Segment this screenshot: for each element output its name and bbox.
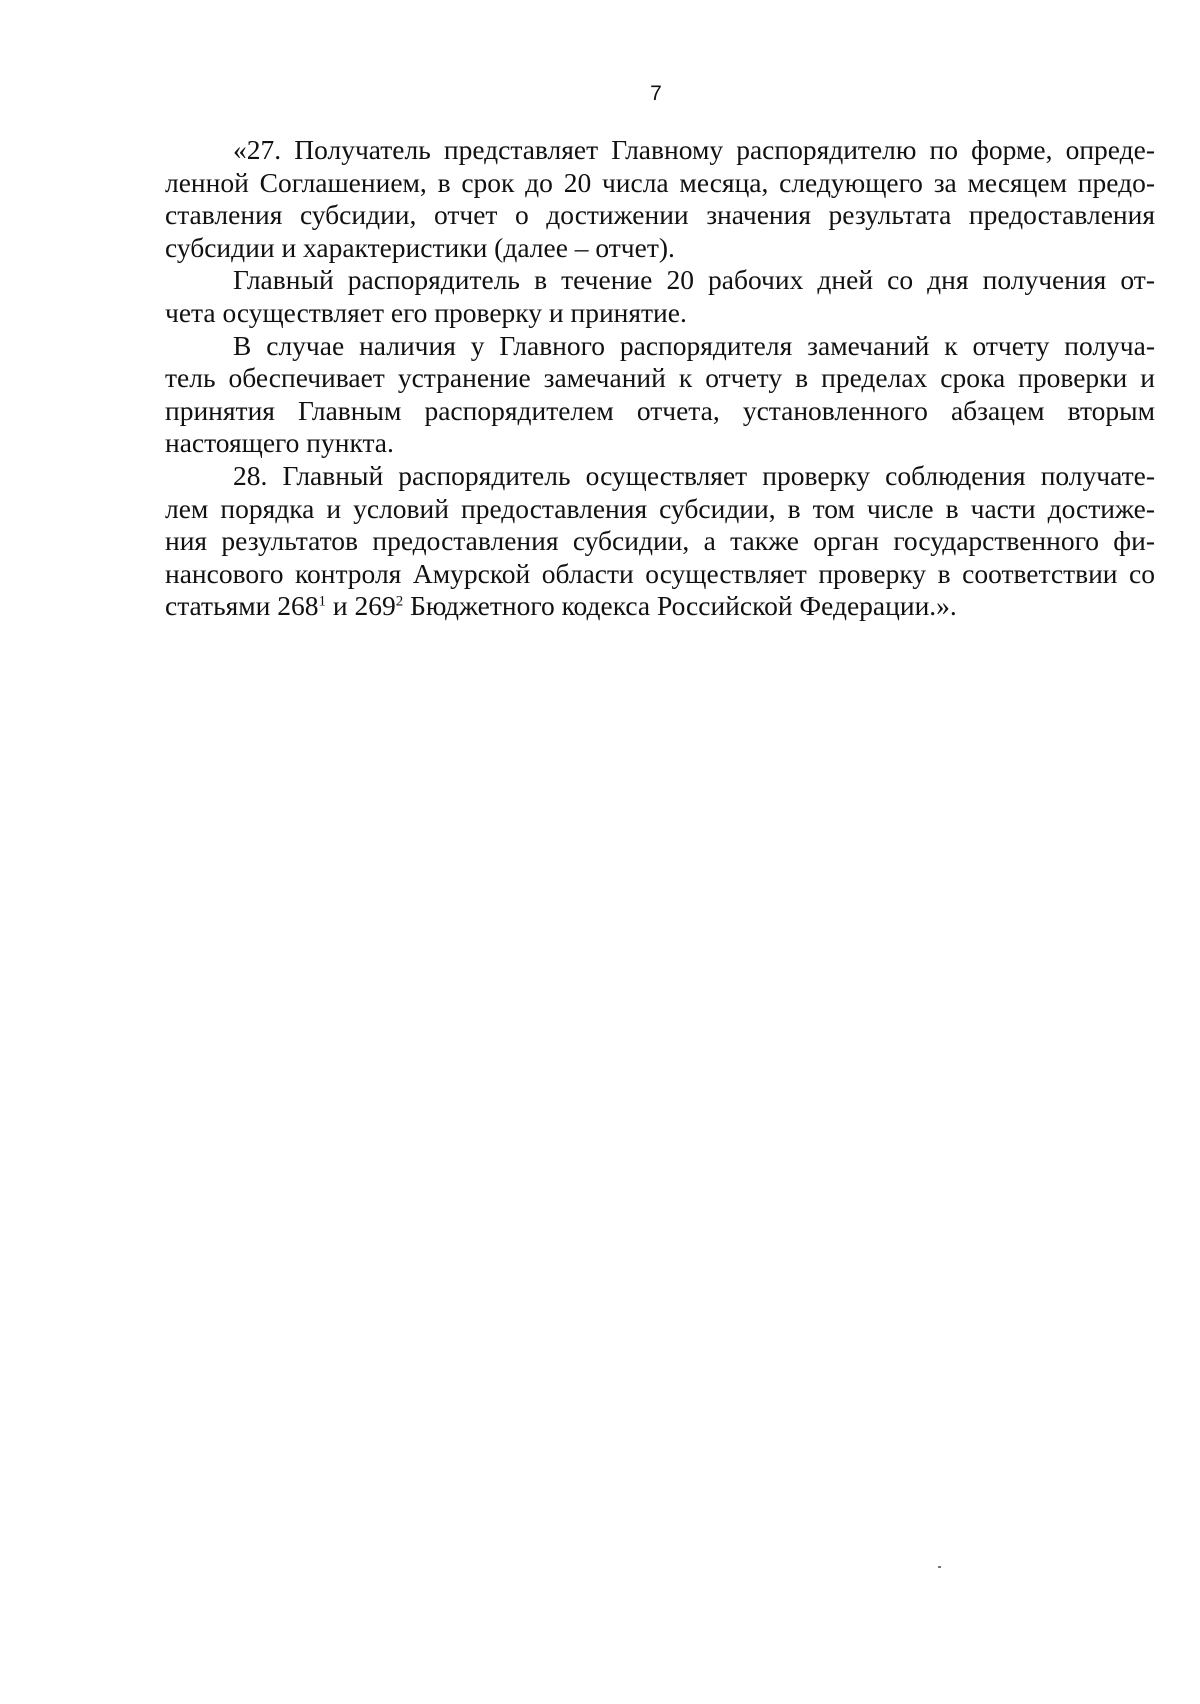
- text-line: В случае наличия у Главного распорядителя замечаний к отчету получа-: [233, 329, 1155, 361]
- text-line: нансового контроля Амурской области осуществляет проверку в соответствии со: [165, 557, 1155, 589]
- final-line-part-3: Бюджетного кодекса Российской Федерации.».: [403, 590, 957, 622]
- text-line: «27. Получатель представляет Главному распорядителю по форме, опреде-: [233, 134, 1155, 165]
- superscript-2: 2: [395, 593, 404, 610]
- document-body: [165, 134, 1155, 623]
- text-line: ленной Соглашением, в срок до 20 числа месяца, следующего за месяцем предо-: [165, 166, 1155, 198]
- text-line: Главный распорядитель в течение 20 рабочих дней со дня получения от-: [233, 264, 1155, 296]
- text-line: принятия Главным распорядителем отчета, установленного абзацем вторым: [165, 394, 1155, 426]
- superscript-1: 1: [318, 593, 327, 610]
- text-line: настоящего пункта.: [165, 427, 394, 459]
- text-line: тель обеспечивает устранение замечаний к отчету в пределах срока проверки и: [165, 362, 1155, 394]
- final-text-line: [165, 590, 1155, 623]
- text-line: лем порядка и условий предоставления субсидии, в том числе в части достиже-: [165, 492, 1155, 524]
- text-line: 28. Главный распорядитель осуществляет проверку соблюдения получате-: [233, 459, 1155, 491]
- scan-speck: [938, 1566, 941, 1568]
- final-line-part-1: статьями 268: [165, 590, 319, 622]
- page-number: 7: [650, 82, 662, 105]
- text-line: ставления субсидии, отчет о достижении значения результата предоставления: [165, 199, 1155, 231]
- text-line: чета осуществляет его проверку и принятие.: [165, 296, 687, 328]
- text-line: субсидии и характеристики (далее – отчет).: [165, 231, 675, 263]
- final-line-part-2: и 269: [326, 590, 396, 622]
- text-line: ния результатов предоставления субсидии, а также орган государственного фи-: [165, 525, 1155, 557]
